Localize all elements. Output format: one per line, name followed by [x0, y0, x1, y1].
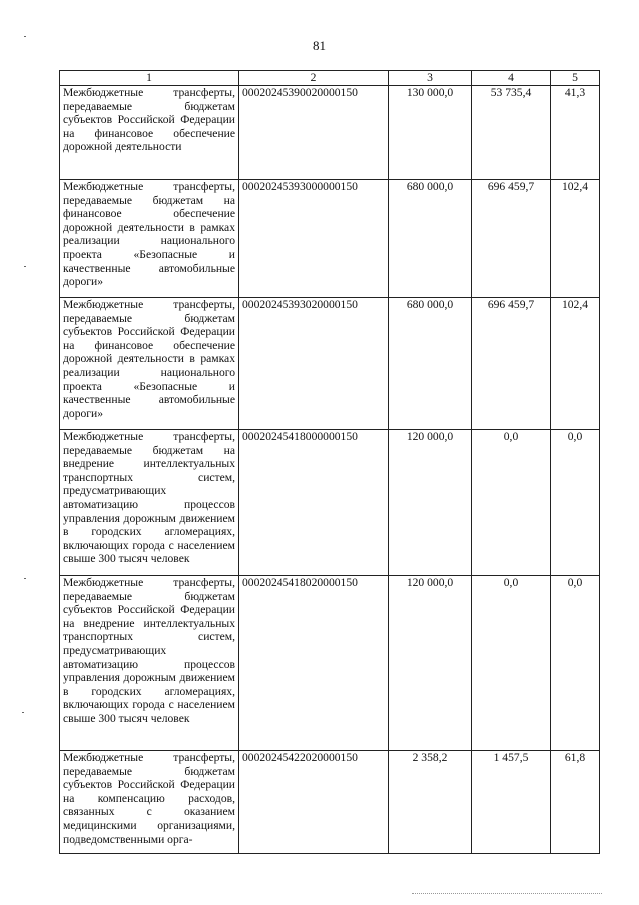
row-value-3: 2 358,2	[389, 751, 472, 854]
row-name: Межбюджетные трансферты, передаваемые бюджетам субъектов Российской Федерации на внедрение интеллектуальных транспортных систем, предусматривающих автоматизацию процессов управления дорожным движением в городских агломерациях, включающих города с населением свыше 300 тысяч человек	[60, 576, 239, 751]
row-value-3: 120 000,0	[389, 576, 472, 751]
row-value-5: 0,0	[551, 576, 600, 751]
row-code: 00020245393020000150	[239, 298, 389, 430]
row-code: 00020245390020000150	[239, 86, 389, 180]
column-header: 2	[239, 71, 389, 86]
row-value-4: 696 459,7	[472, 298, 551, 430]
table-row	[60, 86, 600, 180]
row-code: 00020245418020000150	[239, 576, 389, 751]
row-code: 00020245393000000150	[239, 180, 389, 298]
row-value-4: 0,0	[472, 430, 551, 576]
table-row	[60, 751, 600, 854]
row-value-4: 696 459,7	[472, 180, 551, 298]
table-row	[60, 576, 600, 751]
row-value-3: 120 000,0	[389, 430, 472, 576]
column-header: 4	[472, 71, 551, 86]
scan-speck	[24, 36, 26, 37]
row-value-3: 130 000,0	[389, 86, 472, 180]
row-value-4: 1 457,5	[472, 751, 551, 854]
row-code: 00020245418000000150	[239, 430, 389, 576]
row-value-4: 53 735,4	[472, 86, 551, 180]
row-name: Межбюджетные трансферты, передаваемые бюджетам на внедрение интеллектуальных транспортных систем, предусматривающих автоматизацию процессов управления дорожным движением в городских агломерациях, включающих города с населением свыше 300 тысяч человек	[60, 430, 239, 576]
row-value-5: 61,8	[551, 751, 600, 854]
scan-speck	[24, 578, 26, 579]
scan-speck	[22, 712, 24, 713]
row-value-5: 102,4	[551, 180, 600, 298]
table-header-row	[60, 71, 600, 86]
table-row	[60, 180, 600, 298]
row-name: Межбюджетные трансферты, передаваемые бюджетам субъектов Российской Федерации на финансовое обеспечение дорожной деятельности в рамках реализации национального проекта «Безопасные и качественные автомобильные дороги»	[60, 298, 239, 430]
row-code: 00020245422020000150	[239, 751, 389, 854]
table-row	[60, 298, 600, 430]
row-value-5: 0,0	[551, 430, 600, 576]
row-name: Межбюджетные трансферты, передаваемые бюджетам субъектов Российской Федерации на финансовое обеспечение дорожной деятельности	[60, 86, 239, 180]
row-value-5: 41,3	[551, 86, 600, 180]
scan-speck	[24, 266, 26, 267]
row-value-3: 680 000,0	[389, 180, 472, 298]
row-name: Межбюджетные трансферты, передаваемые бюджетам на финансовое обеспечение дорожной деятельности в рамках реализации национального проекта «Безопасные и качественные автомобильные дороги»	[60, 180, 239, 298]
scan-footer-rule	[412, 893, 602, 894]
row-value-3: 680 000,0	[389, 298, 472, 430]
page-number: 81	[313, 38, 326, 53]
column-header: 5	[551, 71, 600, 86]
column-header: 3	[389, 71, 472, 86]
column-header: 1	[60, 71, 239, 86]
row-value-4: 0,0	[472, 576, 551, 751]
row-name: Межбюджетные трансферты, передаваемые бюджетам субъектов Российской Федерации на компенсацию расходов, связанных с оказанием медицинскими организациями, подведомственными орга-	[60, 751, 239, 854]
budget-table	[59, 70, 600, 854]
row-value-5: 102,4	[551, 298, 600, 430]
table-row	[60, 430, 600, 576]
